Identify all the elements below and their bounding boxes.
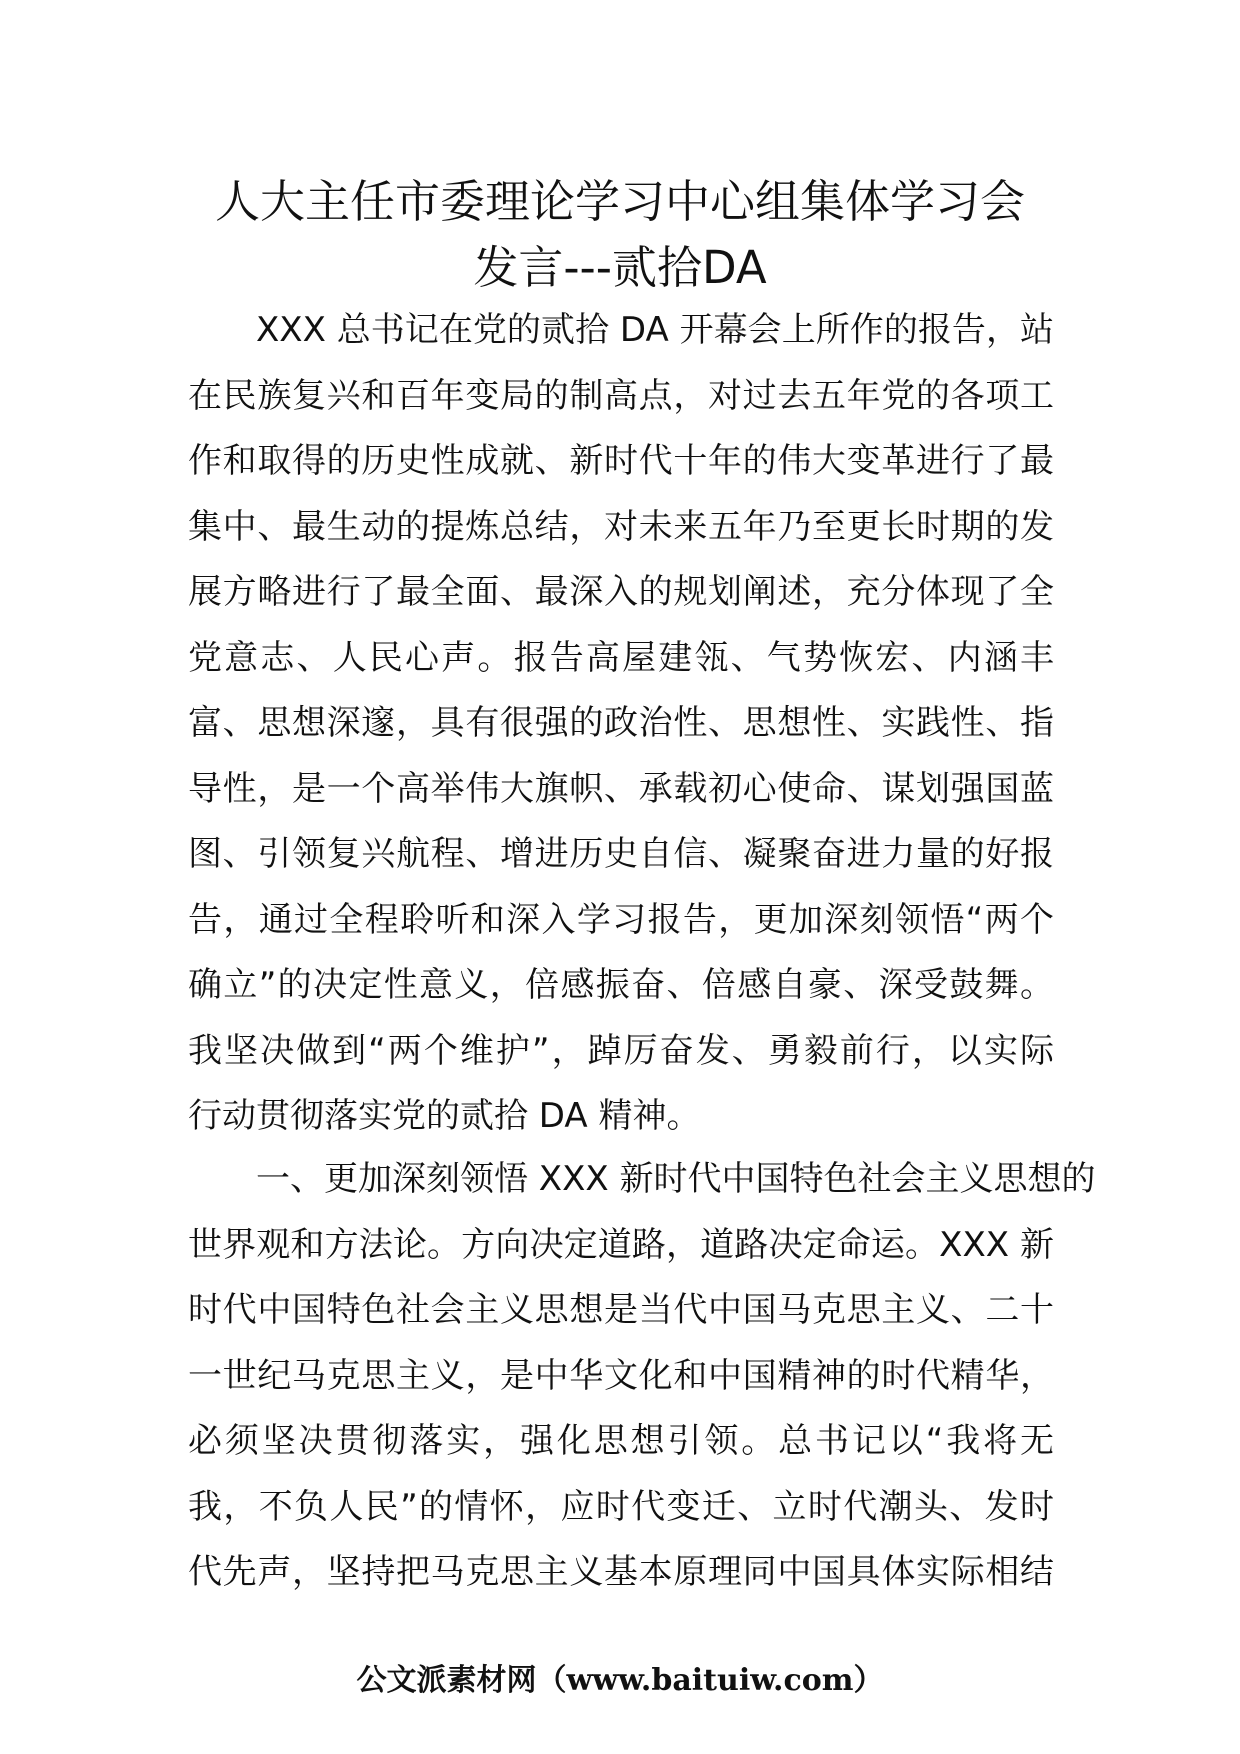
footer-watermark: 公文派素材网（www.baituiw.com） xyxy=(356,1663,884,1698)
document-title-line-2: 发言---贰拾DA xyxy=(473,241,767,294)
paragraph-line: 确立”的决定性意义，倍感振奋、倍感自豪、深受鼓舞。 xyxy=(188,965,1054,1005)
paragraph-2 xyxy=(188,1147,1096,1606)
paragraph-line: 作和取得的历史性成就、新时代十年的伟大变革进行了最 xyxy=(188,441,1054,481)
paragraph-line: 告，通过全程聆听和深入学习报告，更加深刻领悟“两个 xyxy=(188,899,1054,940)
paragraph-line: 我，不负人民”的情怀，应时代变迁、立时代潮头、发时 xyxy=(188,1486,1054,1527)
paragraph-line: 世界观和方法论。方向决定道路，道路决定命运。XXX 新 xyxy=(188,1224,1054,1265)
paragraph-line: 一世纪马克思主义，是中华文化和中国精神的时代精华， xyxy=(188,1355,1054,1396)
paragraph-line: 时代中国特色社会主义思想是当代中国马克思主义、二十 xyxy=(188,1290,1054,1330)
paragraph-line: 展方略进行了最全面、最深入的规划阐述，充分体现了全 xyxy=(188,572,1054,612)
paragraph-line: 在民族复兴和百年变局的制高点，对过去五年党的各项工 xyxy=(188,375,1054,416)
paragraph-line: 必须坚决贯彻落实，强化思想引领。总书记以“我将无 xyxy=(188,1421,1054,1461)
paragraph-1 xyxy=(188,298,1054,1150)
paragraph-line: XXX 总书记在党的贰拾 DA 开幕会上所作的报告，站 xyxy=(256,310,1054,350)
document-title-line-1: 人大主任市委理论学习中心组集体学习会 xyxy=(214,175,1025,228)
paragraph-line: 导性，是一个高举伟大旗帜、承载初心使命、谋划强国蓝 xyxy=(188,768,1054,809)
paragraph-line: 集中、最生动的提炼总结，对未来五年乃至更长时期的发 xyxy=(188,506,1054,547)
paragraph-line: 党意志、人民心声。报告高屋建瓴、气势恢宏、内涵丰 xyxy=(188,637,1054,678)
paragraph-line: 行动贯彻落实党的贰拾 DA 精神。 xyxy=(188,1096,701,1136)
paragraph-line: 代先声，坚持把马克思主义基本原理同中国具体实际相结 xyxy=(188,1552,1054,1592)
paragraph-line: 图、引领复兴航程、增进历史自信、凝聚奋进力量的好报 xyxy=(188,834,1054,874)
paragraph-line: 一、更加深刻领悟 XXX 新时代中国特色社会主义思想的 xyxy=(256,1159,1096,1199)
paragraph-line: 我坚决做到“两个维护”，踔厉奋发、勇毅前行，以实际 xyxy=(188,1030,1054,1071)
paragraph-line: 富、思想深邃，具有很强的政治性、思想性、实践性、指 xyxy=(188,703,1054,743)
